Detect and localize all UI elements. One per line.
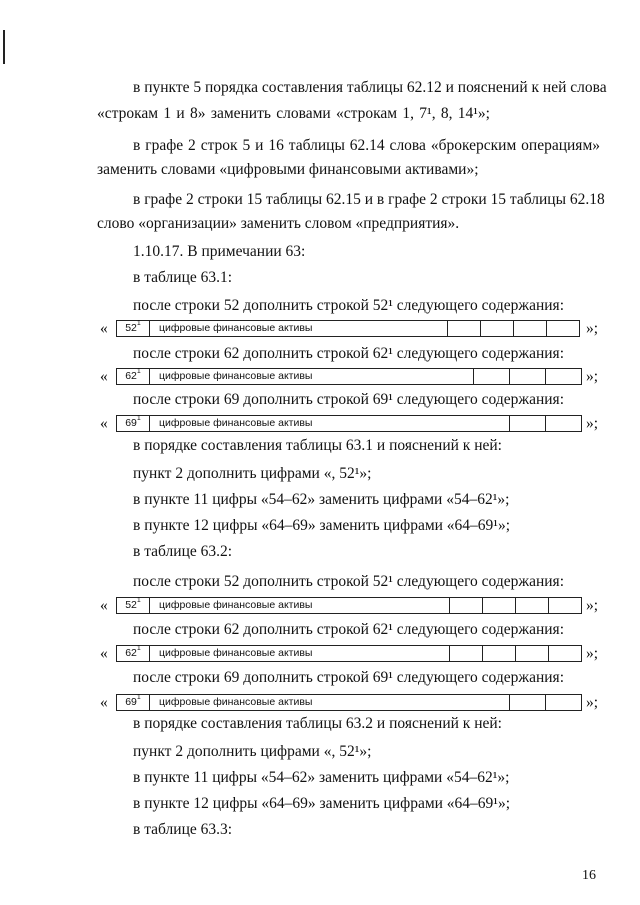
p2-line2: заменить словами «цифровыми финансовыми активами»; (97, 161, 479, 178)
table-cell (509, 416, 545, 431)
table-cell (509, 695, 545, 710)
table-cell (482, 646, 515, 661)
section-1-10-17: 1.10.17. В примечании 63: (133, 243, 306, 260)
p3-line2: слово «организации» заменить словом «предприятия». (97, 215, 460, 232)
table-63-3-heading: в таблице 63.3: (133, 821, 233, 838)
margin-bar (3, 30, 5, 64)
open-quote: « (100, 415, 108, 432)
row-cells (449, 646, 581, 661)
item-11-a: в пункте 11 цифры «54–62» заменить цифрами «54–62¹»; (133, 491, 510, 508)
row-number-sup: 1 (136, 644, 141, 652)
table-row-52-1-b (100, 597, 600, 615)
row-number (117, 369, 150, 384)
row-box (116, 597, 582, 614)
row-cells (473, 369, 581, 384)
table-row-69-1-b (100, 694, 600, 712)
row-number-sup: 1 (136, 414, 141, 422)
item-11-b: в пункте 11 цифры «54–62» заменить цифрами «54–62¹»; (133, 769, 510, 786)
row-number-value: 62 (125, 647, 137, 659)
row-box (116, 694, 582, 711)
close-quote: »; (586, 597, 599, 614)
row-label: цифровые финансовые активы (159, 647, 313, 659)
close-quote: »; (586, 368, 599, 385)
after-row-69-a: после строки 69 дополнить строкой 69¹ следующего содержания: (133, 391, 564, 408)
after-row-52-b: после строки 52 дополнить строкой 52¹ следующего содержания: (133, 573, 564, 590)
row-label: цифровые финансовые активы (159, 417, 313, 429)
close-quote: »; (586, 320, 599, 337)
table-cell (545, 695, 581, 710)
open-quote: « (100, 368, 108, 385)
p2-line1: в графе 2 строк 5 и 16 таблицы 62.14 слова «брокерским операциям» (133, 137, 600, 154)
close-quote: »; (586, 415, 599, 432)
row-number (117, 598, 150, 613)
row-number (117, 416, 150, 431)
row-number-sup: 1 (136, 596, 141, 604)
table-63-1-heading: в таблице 63.1: (133, 269, 233, 286)
row-label: цифровые финансовые активы (159, 696, 313, 708)
row-box (116, 320, 580, 337)
table-cell (482, 598, 515, 613)
table-cell (548, 646, 581, 661)
row-box (116, 415, 582, 432)
p1-line2: «строкам 1 и 8» заменить словами «строкам 1, 7¹, 8, 14¹»; (97, 105, 490, 122)
table-cell (473, 369, 509, 384)
table-row-69-1-a (100, 415, 600, 433)
row-label: цифровые финансовые активы (159, 599, 313, 611)
table-row-52-1-a (100, 320, 600, 338)
row-box (116, 645, 582, 662)
close-quote: »; (586, 694, 599, 711)
close-quote: »; (586, 645, 599, 662)
row-number (117, 646, 150, 661)
table-cell (515, 598, 548, 613)
row-number-value: 52 (125, 599, 137, 611)
after-row-52-a: после строки 52 дополнить строкой 52¹ следующего содержания: (133, 297, 564, 314)
table-cell (545, 416, 581, 431)
open-quote: « (100, 320, 108, 337)
row-number-sup: 1 (136, 319, 141, 327)
table-cell (449, 646, 482, 661)
table-cell (447, 321, 480, 336)
row-cells (509, 416, 581, 431)
row-label: цифровые финансовые активы (159, 370, 313, 382)
table-cell (480, 321, 513, 336)
row-number-sup: 1 (136, 367, 141, 375)
row-cells (509, 695, 581, 710)
after-row-69-b: после строки 69 дополнить строкой 69¹ следующего содержания: (133, 669, 564, 686)
row-number (117, 321, 150, 336)
row-cells (449, 598, 581, 613)
after-row-62-a: после строки 62 дополнить строкой 62¹ следующего содержания: (133, 345, 564, 362)
row-number (117, 695, 150, 710)
table-cell (513, 321, 546, 336)
table-cell (449, 598, 482, 613)
row-number-value: 52 (125, 322, 137, 334)
item-12-a: в пункте 12 цифры «64–69» заменить цифрами «64–69¹»; (133, 517, 511, 534)
open-quote: « (100, 645, 108, 662)
open-quote: « (100, 694, 108, 711)
row-cells (447, 321, 579, 336)
p1-line1: в пункте 5 порядка составления таблицы 62.12 и пояснений к ней слова (133, 79, 607, 96)
row-number-value: 69 (125, 417, 137, 429)
open-quote: « (100, 597, 108, 614)
row-number-value: 62 (125, 370, 137, 382)
after-row-62-b: после строки 62 дополнить строкой 62¹ следующего содержания: (133, 621, 564, 638)
page-number: 16 (582, 868, 596, 883)
table-cell (509, 369, 545, 384)
row-number-sup: 1 (136, 693, 141, 701)
item-12-b: в пункте 12 цифры «64–69» заменить цифрами «64–69¹»; (133, 795, 511, 812)
order-table-63-2: в порядке составления таблицы 63.2 и пояснений к ней: (133, 715, 502, 732)
table-63-2-heading: в таблице 63.2: (133, 543, 233, 560)
item-2-b: пункт 2 дополнить цифрами «, 52¹»; (133, 743, 372, 760)
table-cell (515, 646, 548, 661)
order-table-63-1: в порядке составления таблицы 63.1 и пояснений к ней: (133, 437, 502, 454)
table-row-62-1-b (100, 645, 600, 663)
table-row-62-1-a (100, 368, 600, 386)
p3-line1: в графе 2 строки 15 таблицы 62.15 и в графе 2 строки 15 таблицы 62.18 (133, 191, 605, 208)
item-2-a: пункт 2 дополнить цифрами «, 52¹»; (133, 465, 372, 482)
table-cell (548, 598, 581, 613)
row-box (116, 368, 582, 385)
row-number-value: 69 (125, 696, 137, 708)
table-cell (545, 369, 581, 384)
row-label: цифровые финансовые активы (159, 322, 313, 334)
table-cell (546, 321, 579, 336)
